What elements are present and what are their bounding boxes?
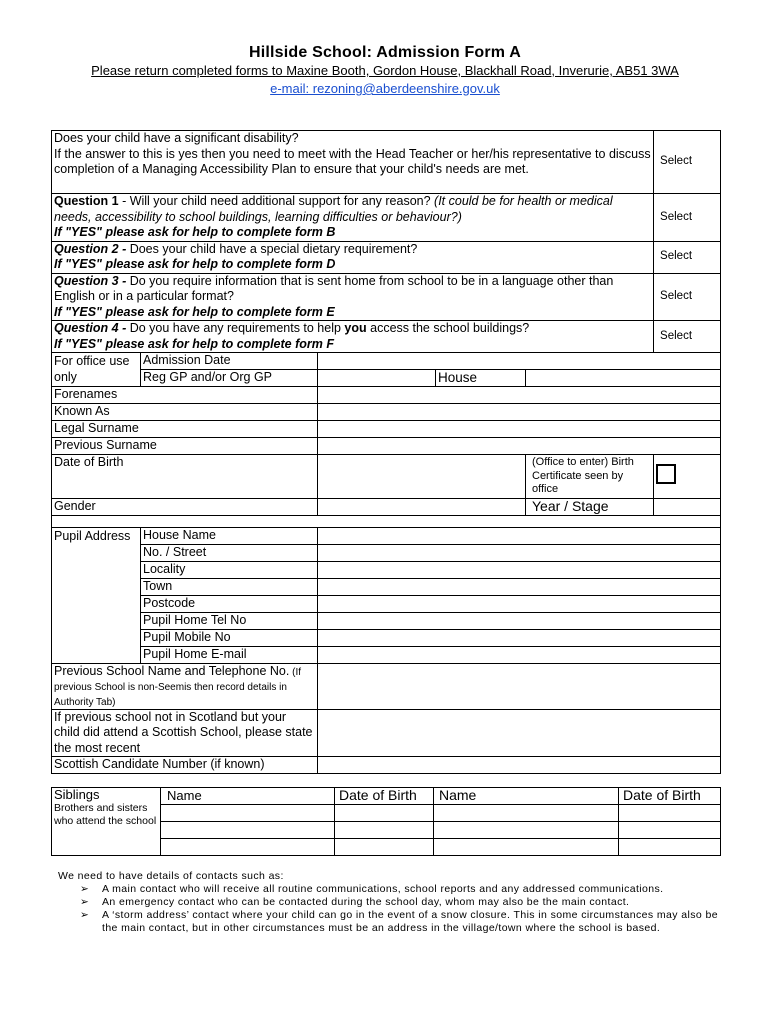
locality-field[interactable]: [318, 561, 721, 578]
spacer-cell: [52, 515, 721, 527]
scottish-school-field[interactable]: [318, 709, 721, 757]
disability-question-row: [52, 131, 721, 194]
question-2-select[interactable]: Select: [654, 241, 721, 273]
previous-school-row: [52, 663, 721, 709]
siblings-label: Siblings: [54, 787, 100, 802]
house-name-label: House Name: [141, 527, 318, 544]
question-3-row: [52, 273, 721, 321]
question-4: Question 4 - Do you have any requirements to help you access the school buildings? If "YES" please ask for help to complete form F: [52, 321, 654, 353]
postcode-label: Postcode: [141, 595, 318, 612]
question-1-row: [52, 194, 721, 242]
office-use-label: For office use only: [52, 353, 141, 387]
form-title: Hillside School: Admission Form A: [248, 44, 522, 61]
arrow-bullet-icon: ➢: [80, 883, 90, 895]
town-label: Town: [141, 578, 318, 595]
previous-surname-field[interactable]: [318, 438, 721, 455]
sibling-dob-header-1: Date of Birth: [335, 788, 434, 805]
sibling-dob-header-2: Date of Birth: [619, 788, 721, 805]
scottish-school-row: [52, 709, 721, 757]
sibling-6-name[interactable]: [434, 839, 619, 856]
house-field[interactable]: [526, 370, 721, 387]
street-field[interactable]: [318, 544, 721, 561]
scn-row: [52, 757, 721, 774]
birth-certificate-label: (Office to enter) Birth Certificate seen by office: [526, 455, 654, 499]
question-3-select[interactable]: Select: [654, 273, 721, 321]
notes-item: ➢ A ‘storm address’ contact where your child can go in the event of a snow closure. This in some circumstances may also be the main contact, but in other circumstances must be an address in the village/town where the school is based.: [80, 909, 718, 934]
disability-question: Does your child have a significant disability? If the answer to this is yes then you need to meet with the Head Teacher or her/his representative to discuss completion of a Managing Accessibility Plan to ensure that your child's needs are met.: [52, 131, 654, 194]
address-row-town: [52, 578, 721, 595]
previous-school-label: Previous School Name and Telephone No. (If previous School is non-Seemis then record details in Authority Tab): [52, 663, 318, 709]
gender-row: [52, 498, 721, 515]
sibling-2-dob[interactable]: [619, 805, 721, 822]
scn-field[interactable]: [318, 757, 721, 774]
gender-field[interactable]: [318, 498, 526, 515]
office-row-2: [52, 370, 721, 387]
known-as-row: [52, 404, 721, 421]
previous-surname-label: Previous Surname: [52, 438, 318, 455]
sibling-3-dob[interactable]: [335, 822, 434, 839]
disability-select[interactable]: Select: [654, 131, 721, 194]
legal-surname-field[interactable]: [318, 421, 721, 438]
contact-notes: [58, 870, 718, 935]
dob-row: [52, 455, 721, 499]
previous-school-field[interactable]: [318, 663, 721, 709]
legal-surname-row: [52, 421, 721, 438]
gender-label: Gender: [52, 498, 318, 515]
year-stage-field[interactable]: [654, 498, 721, 515]
notes-list: [58, 883, 718, 935]
address-row-home-tel: [52, 612, 721, 629]
arrow-bullet-icon: ➢: [80, 909, 90, 921]
home-email-label: Pupil Home E-mail: [141, 646, 318, 663]
siblings-sub: Brothers and sisters who attend the school: [54, 802, 157, 827]
street-label: No. / Street: [141, 544, 318, 561]
address-row-email: [52, 646, 721, 663]
home-tel-label: Pupil Home Tel No: [141, 612, 318, 629]
forenames-field[interactable]: [318, 387, 721, 404]
sibling-name-header-2: Name: [434, 788, 619, 805]
dob-field[interactable]: [318, 455, 526, 499]
sibling-5-name[interactable]: [161, 839, 335, 856]
siblings-table: [51, 787, 721, 856]
question-2: Question 2 - Does your child have a special dietary requirement? If "YES" please ask for help to complete form D: [52, 241, 654, 273]
question-4-select[interactable]: Select: [654, 321, 721, 353]
question-2-row: [52, 241, 721, 273]
sibling-6-dob[interactable]: [619, 839, 721, 856]
town-field[interactable]: [318, 578, 721, 595]
sibling-name-header-1: Name: [161, 788, 335, 805]
scn-label: Scottish Candidate Number (if known): [52, 757, 318, 774]
office-row-1: [52, 353, 721, 370]
mobile-field[interactable]: [318, 629, 721, 646]
admission-date-field[interactable]: [318, 353, 721, 370]
home-email-field[interactable]: [318, 646, 721, 663]
notes-item: ➢ An emergency contact who can be contacted during the school day, whom may also be the main contact.: [80, 896, 630, 908]
notes-intro: We need to have details of contacts such as:: [58, 870, 284, 882]
locality-label: Locality: [141, 561, 318, 578]
address-row-locality: [52, 561, 721, 578]
admission-date-label: Admission Date: [141, 353, 318, 370]
sibling-3-name[interactable]: [161, 822, 335, 839]
question-1-select[interactable]: Select: [654, 194, 721, 242]
birth-certificate-checkbox[interactable]: [656, 464, 676, 484]
sibling-4-dob[interactable]: [619, 822, 721, 839]
email-link[interactable]: e-mail: rezoning@aberdeenshire.gov.uk: [270, 81, 500, 96]
birth-certificate-cell: [654, 455, 721, 499]
known-as-label: Known As: [52, 404, 318, 421]
pupil-address-label: Pupil Address: [52, 527, 141, 663]
sibling-1-dob[interactable]: [335, 805, 434, 822]
mobile-label: Pupil Mobile No: [141, 629, 318, 646]
scottish-school-label: If previous school not in Scotland but your child did attend a Scottish School, please state the most recent: [52, 709, 318, 757]
address-row-street: [52, 544, 721, 561]
postcode-field[interactable]: [318, 595, 721, 612]
sibling-4-name[interactable]: [434, 822, 619, 839]
question-3: Question 3 - Do you require information that is sent home from school to be in a language other than English or in a particular format? If "YES" please ask for help to complete form E: [52, 273, 654, 321]
reg-gp-field[interactable]: [318, 370, 436, 387]
spacer-row-1: [52, 515, 721, 527]
home-tel-field[interactable]: [318, 612, 721, 629]
siblings-header-row: [52, 788, 721, 805]
sibling-5-dob[interactable]: [335, 839, 434, 856]
house-label: House: [436, 370, 526, 387]
forenames-label: Forenames: [52, 387, 318, 404]
notes-item: ➢ A main contact who will receive all routine communications, school reports and any addressed communications.: [80, 883, 664, 895]
question-4-row: [52, 321, 721, 353]
year-stage-label: Year / Stage: [526, 498, 654, 515]
address-row-postcode: [52, 595, 721, 612]
house-name-field[interactable]: [318, 527, 721, 544]
forenames-row: [52, 387, 721, 404]
address-row-house-name: [52, 527, 721, 544]
siblings-label-cell: [52, 788, 161, 856]
admission-table: [51, 130, 721, 774]
dob-label: Date of Birth: [52, 455, 318, 499]
arrow-bullet-icon: ➢: [80, 896, 90, 908]
sibling-1-name[interactable]: [161, 805, 335, 822]
question-1: Question 1 - Will your child need additional support for any reason? (It could be for health or medical needs, accessibility to school buildings, learning difficulties or behaviour?) If "YES" please ask for help to complete form B: [52, 194, 654, 242]
return-address: Please return completed forms to Maxine Booth, Gordon House, Blackhall Road, Inverurie, AB51 3WA: [91, 63, 679, 78]
sibling-2-name[interactable]: [434, 805, 619, 822]
previous-surname-row: [52, 438, 721, 455]
legal-surname-label: Legal Surname: [52, 421, 318, 438]
address-row-mobile: [52, 629, 721, 646]
known-as-field[interactable]: [318, 404, 721, 421]
reg-gp-label: Reg GP and/or Org GP: [141, 370, 318, 387]
